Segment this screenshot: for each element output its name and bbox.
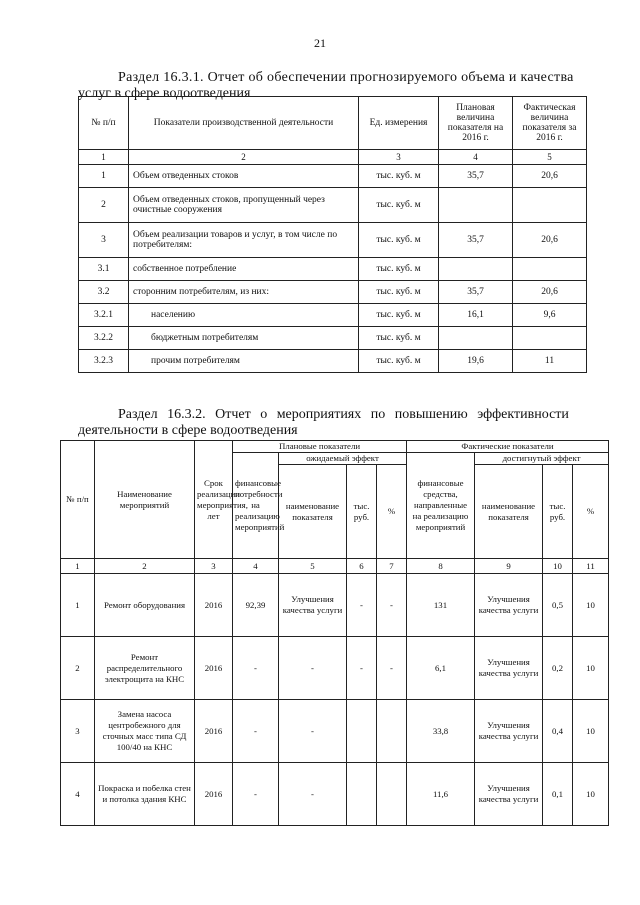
row-unit: тыс. куб. м [359,165,439,188]
row-plan [439,258,513,281]
table-row [79,350,587,373]
col-header-fact-group: Фактические показатели [407,441,609,453]
row-num: 3 [61,700,95,763]
section-1-title-line1: Раздел 16.3.1. Отчет об обеспечении прогнозируемого объема и качества [118,70,574,85]
col-header-fact-eff-pct: % [573,465,609,559]
row-fact-eff-name: Улучшения качества услуги [475,763,543,826]
col-header-fact-fin: финансовые средства, направленные на реализацию мероприятий [407,453,475,559]
table-header-row [79,97,587,150]
efficiency-measures-table [60,440,609,826]
row-term: 2016 [195,637,233,700]
row-num: 3.1 [79,258,129,281]
col-header-name: Наименование мероприятий [95,441,195,559]
row-num: 3.2.1 [79,304,129,327]
row-fact-eff-name: Улучшения качества услуги [475,637,543,700]
row-name: Ремонт распределительного электрощита на КНС [95,637,195,700]
column-index: 9 [475,559,543,574]
column-index-row [79,150,587,165]
column-index: 5 [279,559,347,574]
row-plan-rub: - [347,637,377,700]
col-header-plan-eff-rub: тыс. руб. [347,465,377,559]
table-row [79,165,587,188]
row-name: сторонним потребителям, из них: [129,281,359,304]
table-row [79,188,587,223]
section-2-title-line2: деятельности в сфере водоотведения [78,423,298,438]
row-plan-fin: - [233,700,279,763]
row-num: 2 [61,637,95,700]
row-num: 3.2 [79,281,129,304]
col-header-fact-eff-name: наименование показателя [475,465,543,559]
row-fact-fin: 131 [407,574,475,637]
table-row [79,304,587,327]
row-num: 3.2.2 [79,327,129,350]
page-number: 21 [314,36,326,50]
row-plan: 35,7 [439,223,513,258]
column-index: 1 [61,559,95,574]
row-fact-rub: 0,5 [543,574,573,637]
section-2-title-line1: Раздел 16.3.2. Отчет о мероприятиях по повышению эффективности [118,407,569,422]
row-fact-eff-name: Улучшения качества услуги [475,700,543,763]
row-plan-pct [377,763,407,826]
col-header-fact-eff-rub: тыс. руб. [543,465,573,559]
row-plan [439,327,513,350]
row-fact-rub: 0,2 [543,637,573,700]
column-index: 4 [439,150,513,165]
row-name: Замена насоса центробежного для сточных масс типа СД 100/40 на КНС [95,700,195,763]
row-num: 1 [61,574,95,637]
row-unit: тыс. куб. м [359,327,439,350]
row-name: Покраска и побелка стен и потолка здания КНС [95,763,195,826]
table-row [79,281,587,304]
row-name: Объем реализации товаров и услуг, в том числе по потребителям: [129,223,359,258]
column-index: 3 [195,559,233,574]
row-plan-fin: - [233,637,279,700]
row-plan: 35,7 [439,281,513,304]
col-header-plan-effect: ожидаемый эффект [279,453,407,465]
row-plan-eff-name: Улучшения качества услуги [279,574,347,637]
row-num: 2 [79,188,129,223]
col-header-plan-eff-pct: % [377,465,407,559]
row-fact-fin: 11,6 [407,763,475,826]
row-plan-pct: - [377,637,407,700]
column-index: 3 [359,150,439,165]
row-unit: тыс. куб. м [359,188,439,223]
row-plan-eff-name: - [279,763,347,826]
row-fact-eff-name: Улучшения качества услуги [475,574,543,637]
column-index-row [61,559,609,574]
column-index: 7 [377,559,407,574]
row-unit: тыс. куб. м [359,258,439,281]
row-name: Объем отведенных стоков, пропущенный через очистные сооружения [129,188,359,223]
column-index: 8 [407,559,475,574]
column-index: 2 [129,150,359,165]
row-plan-fin: - [233,763,279,826]
col-header-plan: Плановая величина показателя на 2016 г. [439,97,513,150]
row-plan-rub [347,700,377,763]
col-header-plan-eff-name: наименование показателя [279,465,347,559]
table-header-row [61,441,609,453]
row-num: 3 [79,223,129,258]
column-index: 10 [543,559,573,574]
row-fact-pct: 10 [573,637,609,700]
col-header-plan-fin: финансовые потребности на реализацию мероприятий [233,453,279,559]
col-header-indicator: Показатели производственной деятельности [129,97,359,150]
section-1-title-line2: услуг в сфере водоотведения [78,86,251,101]
row-fact-pct: 10 [573,574,609,637]
row-plan-pct: - [377,574,407,637]
row-fact-fin: 6,1 [407,637,475,700]
row-unit: тыс. куб. м [359,223,439,258]
col-header-unit: Ед. измерения [359,97,439,150]
row-unit: тыс. куб. м [359,350,439,373]
row-name: Ремонт оборудования [95,574,195,637]
row-fact: 20,6 [513,223,587,258]
row-plan-eff-name: - [279,700,347,763]
row-num: 3.2.3 [79,350,129,373]
column-index: 2 [95,559,195,574]
col-header-fact-effect: достигнутый эффект [475,453,609,465]
row-fact-rub: 0,1 [543,763,573,826]
col-header-num: № п/п [61,441,95,559]
table-row [61,574,609,637]
row-fact-fin: 33,8 [407,700,475,763]
col-header-num: № п/п [79,97,129,150]
row-fact [513,258,587,281]
col-header-plan-group: Плановые показатели [233,441,407,453]
row-fact-pct: 10 [573,700,609,763]
row-fact-pct: 10 [573,763,609,826]
row-term: 2016 [195,763,233,826]
row-fact: 20,6 [513,165,587,188]
column-index: 5 [513,150,587,165]
column-index: 11 [573,559,609,574]
row-unit: тыс. куб. м [359,281,439,304]
row-term: 2016 [195,574,233,637]
col-header-fact: Фактическая величина показателя за 2016 г. [513,97,587,150]
row-fact: 9,6 [513,304,587,327]
table-row [61,763,609,826]
row-plan [439,188,513,223]
section-2-title [78,407,588,439]
row-term: 2016 [195,700,233,763]
row-unit: тыс. куб. м [359,304,439,327]
table-row [61,637,609,700]
column-index: 6 [347,559,377,574]
row-name: собственное потребление [129,258,359,281]
table-row [79,327,587,350]
row-plan: 35,7 [439,165,513,188]
row-fact [513,188,587,223]
row-name: населению [129,304,359,327]
row-plan-rub: - [347,574,377,637]
row-num: 1 [79,165,129,188]
row-plan-pct [377,700,407,763]
production-indicators-table [78,96,587,373]
row-plan-eff-name: - [279,637,347,700]
row-fact: 20,6 [513,281,587,304]
col-header-term: Срок реализации мероприятия, лет [195,441,233,559]
row-num: 4 [61,763,95,826]
table-row [79,258,587,281]
column-index: 4 [233,559,279,574]
row-fact-rub: 0,4 [543,700,573,763]
row-plan-rub [347,763,377,826]
row-plan: 16,1 [439,304,513,327]
row-name: прочим потребителям [129,350,359,373]
table-row [61,700,609,763]
row-plan: 19,6 [439,350,513,373]
row-plan-fin: 92,39 [233,574,279,637]
row-name: Объем отведенных стоков [129,165,359,188]
row-fact [513,327,587,350]
column-index: 1 [79,150,129,165]
table-row [79,223,587,258]
row-fact: 11 [513,350,587,373]
row-name: бюджетным потребителям [129,327,359,350]
